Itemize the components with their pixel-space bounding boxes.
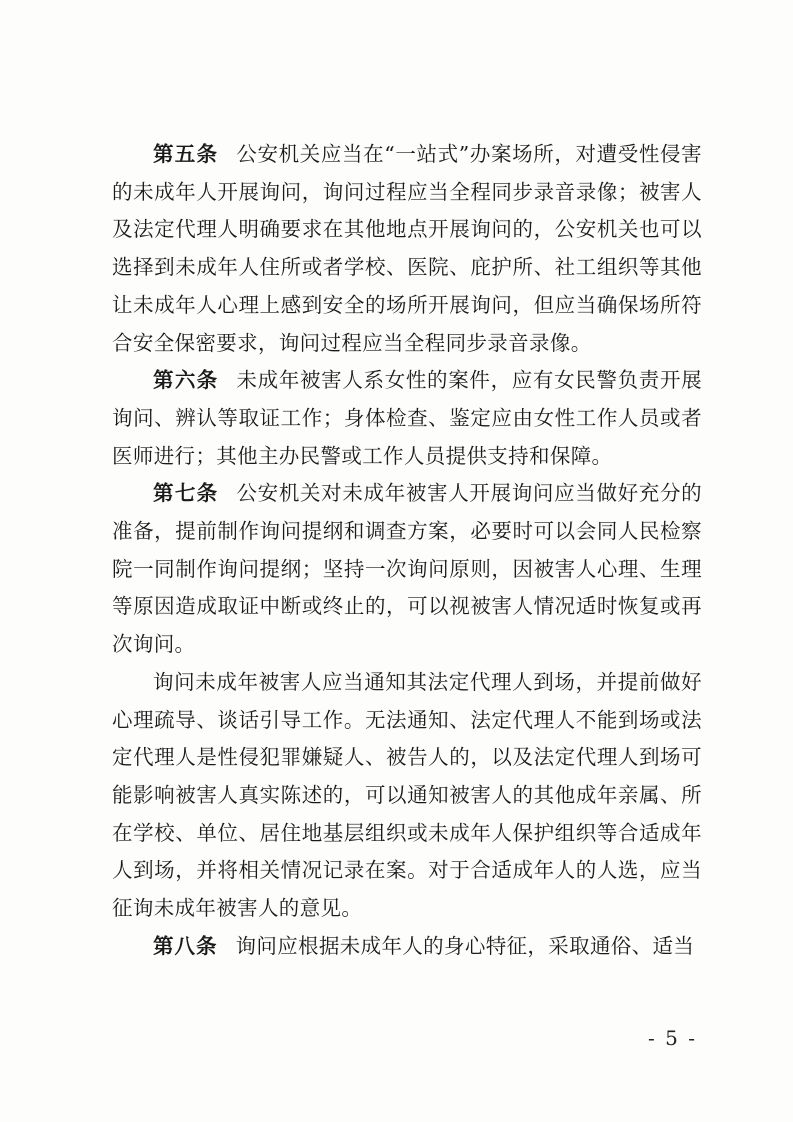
article-heading: 第七条 (153, 481, 219, 506)
article-text: 公安机关对未成年被害人开展询问应当做好充分的准备，提前制作询问提纲和调查方案，必要时可以会同人民检察院一同制作询问提纲；坚持一次询问原则，因被害人心理、生理等原因造成取证中断或终止的，可以视被害人情况适时恢复或再次询问。 (112, 481, 703, 657)
article-text: 询问应根据未成年人的身心特征，采取通俗、适当 (235, 933, 695, 958)
article-heading: 第五条 (153, 142, 219, 166)
paragraph-text: 询问未成年被害人应当通知其法定代理人到场，并提前做好心理疏导、谈话引导工作。无法通知、法定代理人不能到场或法定代理人是性侵犯罪嫌疑人、被告人的，以及法定代理人到场可能影响被害人真实陈述的，可以通知被害人的其他成年亲属、所在学校、单位、居住地基层组织或未成年人保护组织等合适成年人到场，并将相关情况记录在案。对于合适成年人的人选，应当征询未成年被害人的意见。 (112, 669, 702, 921)
article-8 (112, 928, 702, 966)
article-7 (112, 475, 702, 664)
article-5 (112, 136, 702, 362)
article-text: 公安机关应当在“一站式”办案场所，对遭受性侵害的未成年人开展询问，询问过程应当全程同步录音录像；被害人及法定代理人明确要求在其他地点开展询问的，公安机关也可以选择到未成年人住所或者学校、医院、庇护所、社工组织等其他让未成年人心理上感到安全的场所开展询问，但应当确保场所符合安全保密要求，询问过程应当全程同步录音录像。 (112, 142, 702, 355)
page-number: - 5 - (648, 1026, 697, 1050)
article-heading: 第六条 (153, 368, 219, 393)
article-6 (112, 362, 702, 475)
article-heading: 第八条 (153, 933, 218, 958)
article-text: 未成年被害人系女性的案件，应有女民警负责开展询问、辨认等取证工作；身体检查、鉴定应由女性工作人员或者医师进行；其他主办民警或工作人员提供支持和保障。 (112, 368, 703, 468)
article-7-paragraph-2 (112, 664, 702, 928)
document-body (112, 136, 702, 965)
